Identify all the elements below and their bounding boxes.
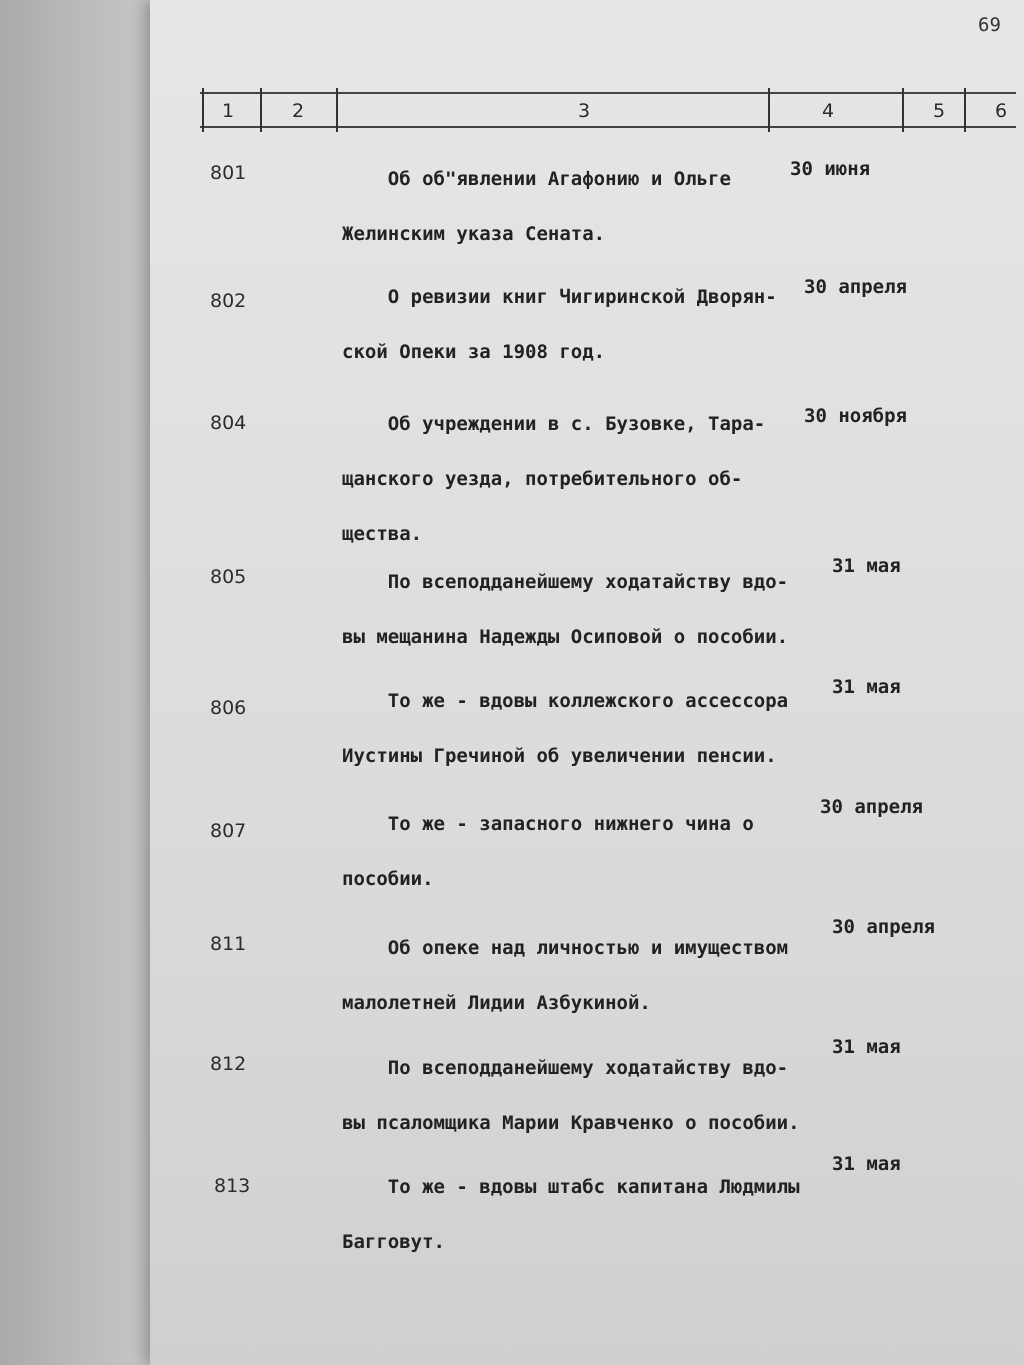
entry-description: [342, 674, 788, 784]
column-separator: [336, 88, 338, 132]
entry-date: 30 июня: [790, 158, 871, 180]
description-line: вы мещанина Надежды Осиповой о пособии.: [342, 626, 789, 648]
entry-description: [342, 1041, 800, 1151]
entry-date: 30 апреля: [832, 916, 935, 938]
header-bottom-rule: [200, 126, 1016, 128]
entry-date: 31 мая: [832, 1036, 901, 1058]
column-label-1: 1: [222, 100, 235, 122]
entry-description: [342, 152, 731, 262]
description-line: Об опеке над личностью и имуществом: [342, 937, 789, 959]
description-line: Об об"явлении Агафонию и Ольге: [342, 168, 731, 190]
description-line: По всеподданейшему ходатайству вдо-: [342, 1057, 789, 1079]
description-line: О ревизии книг Чигиринской Дворян-: [342, 286, 777, 308]
description-line: щанского уезда, потребительного об-: [342, 468, 743, 490]
description-line: малолетней Лидии Азбукиной.: [342, 992, 651, 1014]
entry-number: 813: [214, 1175, 251, 1197]
entry-number: 804: [210, 412, 247, 434]
description-line: То же - вдовы штабс капитана Людмилы: [342, 1176, 800, 1198]
entry-description: [342, 555, 788, 665]
page-number: 69: [978, 14, 1001, 36]
column-separator: [964, 88, 966, 132]
entry-description: [342, 397, 765, 562]
description-line: пособии.: [342, 868, 434, 890]
entry-date: 30 апреля: [820, 796, 923, 818]
entry-number: 805: [210, 566, 247, 588]
entry-description: [342, 921, 788, 1031]
entry-number: 802: [210, 290, 247, 312]
description-line: вы псаломщика Марии Кравченко о пособии.: [342, 1112, 800, 1134]
entry-description: [342, 270, 777, 380]
column-label-5: 5: [933, 100, 946, 122]
description-line: Багговут.: [342, 1231, 445, 1253]
entry-date: 31 мая: [832, 676, 901, 698]
entry-date: 30 ноября: [804, 405, 907, 427]
column-label-2: 2: [292, 100, 305, 122]
entry-description: [342, 797, 754, 907]
column-header-row: [200, 92, 1016, 128]
entry-description: [342, 1160, 800, 1270]
entry-date: 30 апреля: [804, 276, 907, 298]
entry-number: 811: [210, 933, 247, 955]
description-line: Желинским указа Сената.: [342, 223, 606, 245]
entry-number: 807: [210, 820, 247, 842]
description-line: По всеподданейшему ходатайству вдо-: [342, 571, 789, 593]
entry-number: 801: [210, 162, 247, 184]
column-label-3: 3: [578, 100, 591, 122]
description-line: щества.: [342, 523, 423, 545]
previous-page-edge: [0, 0, 170, 1365]
description-line: То же - запасного нижнего чина о: [342, 813, 754, 835]
header-top-rule: [200, 92, 1016, 94]
entry-date: 31 мая: [832, 1153, 901, 1175]
column-separator: [768, 88, 770, 132]
description-line: То же - вдовы коллежского ассессора: [342, 690, 789, 712]
description-line: Об учреждении в с. Бузовке, Тара-: [342, 413, 766, 435]
column-separator: [260, 88, 262, 132]
description-line: ской Опеки за 1908 год.: [342, 341, 606, 363]
entry-number: 806: [210, 697, 247, 719]
column-separator: [202, 88, 204, 132]
entry-number: 812: [210, 1053, 247, 1075]
column-separator: [902, 88, 904, 132]
entry-date: 31 мая: [832, 555, 901, 577]
column-label-6: 6: [995, 100, 1008, 122]
column-label-4: 4: [822, 100, 835, 122]
description-line: Иустины Гречиной об увеличении пенсии.: [342, 745, 777, 767]
